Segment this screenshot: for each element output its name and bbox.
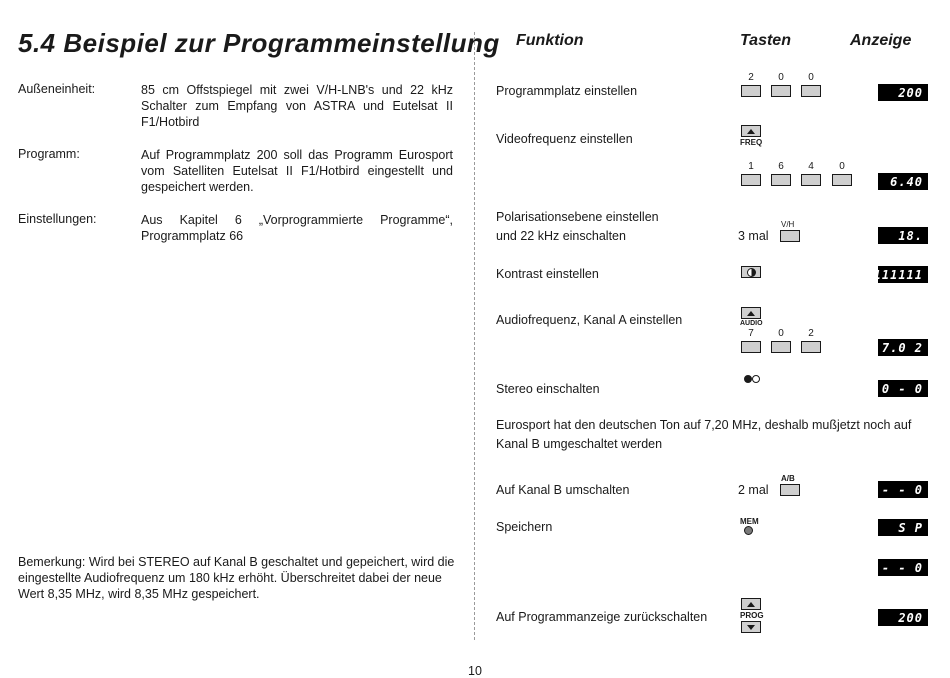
display-readout: 200 <box>878 84 928 101</box>
digit-key <box>741 174 761 186</box>
digit-key <box>801 174 821 186</box>
function-22khz: und 22 kHz einschalten <box>496 229 626 243</box>
vh-key <box>780 230 800 242</box>
display-readout: - - 0 <box>878 559 928 576</box>
display-readout: 111111 <box>878 266 928 283</box>
audio-key-label: AUDIO <box>740 320 763 327</box>
display-readout: 200 <box>878 609 928 626</box>
remark-note: Bemerkung: Wird bei STEREO auf Kanal B geschaltet und gepeichert, wird die eingestellte Audiofrequenz um 180 kHz erhöht. Überschreitet dabei der neue Wert 8,35 MHz, wird 8,35 MHz gespeichert. <box>18 555 455 601</box>
page-number: 10 <box>468 664 482 678</box>
function-video-frequency: Videofrequenz einstellen <box>496 132 633 146</box>
function-store: Speichern <box>496 520 553 534</box>
up-arrow-icon <box>747 311 755 316</box>
function-stereo: Stereo einschalten <box>496 382 600 396</box>
key-digit-label: 2 <box>748 72 754 83</box>
display-readout: - - 0 <box>878 481 928 498</box>
function-program-display: Auf Programmanzeige zurückschalten <box>496 610 708 624</box>
header-display: Anzeige <box>850 32 912 49</box>
up-arrow-key <box>741 598 761 610</box>
display-readout: 7.0 2 <box>878 339 928 356</box>
ab-key <box>780 484 800 496</box>
press-count: 2 mal <box>738 483 769 497</box>
label-settings: Einstellungen: <box>18 212 97 226</box>
key-digit-label: 0 <box>808 72 814 83</box>
function-contrast: Kontrast einstellen <box>496 267 599 281</box>
down-arrow-icon <box>747 625 755 630</box>
ab-key-label: A/B <box>781 474 795 483</box>
contrast-icon <box>747 268 756 277</box>
label-outdoor-unit: Außeneinheit: <box>18 82 96 96</box>
digit-key <box>801 341 821 353</box>
up-arrow-icon <box>747 602 755 607</box>
instruction-paragraph: Eurosport hat den deutschen Ton auf 7,20 MHz, deshalb mußjetzt noch auf Kanal B umgeschaltet werden <box>496 418 912 451</box>
display-readout: 6.40 <box>878 173 928 190</box>
key-digit-label: 0 <box>778 72 784 83</box>
text-program: Auf Programmplatz 200 soll das Programm Eurosport vom Satelliten Eutelsat II F1/Hotbird eingestellt und gespeichert werden. <box>141 148 453 194</box>
display-readout: S P <box>878 519 928 536</box>
column-divider <box>474 32 475 640</box>
digit-key <box>741 85 761 97</box>
digit-key <box>771 174 791 186</box>
contrast-key <box>741 266 761 278</box>
display-readout: 0 - 0 <box>878 380 928 397</box>
text-settings: Aus Kapitel 6 „Vorprogrammierte Programme“, Programmplatz 66 <box>141 213 453 243</box>
digit-key <box>771 85 791 97</box>
digit-key <box>771 341 791 353</box>
vh-key-label: V/H <box>781 220 795 229</box>
key-digit-label: 0 <box>839 161 845 172</box>
function-channel-b: Auf Kanal B umschalten <box>496 483 630 497</box>
press-count: 3 mal <box>738 229 769 243</box>
key-digit-label: 1 <box>748 161 754 172</box>
function-polarization: Polarisationsebene einstellen <box>496 210 659 224</box>
freq-key-label: FREQ <box>740 138 763 147</box>
key-digit-label: 0 <box>778 328 784 339</box>
label-program: Programm: <box>18 147 80 161</box>
key-digit-label: 4 <box>808 161 814 172</box>
up-arrow-key <box>741 307 761 319</box>
digit-key <box>801 85 821 97</box>
text-outdoor-unit: 85 cm Offstspiegel mit zwei V/H-LNB's und 22 kHz Schalter zum Empfang von ASTRA und Eutelsat II F1/Hotbird <box>141 83 453 129</box>
page-title: 5.4 Beispiel zur Programmeinstellung <box>18 28 500 58</box>
mem-key-label: MEM <box>740 517 759 526</box>
mem-button-icon <box>744 526 753 535</box>
stereo-icon <box>744 375 760 383</box>
key-digit-label: 6 <box>778 161 784 172</box>
prog-key-label: PROG <box>740 611 764 620</box>
function-program-slot: Programmplatz einstellen <box>496 84 638 98</box>
up-arrow-icon <box>747 129 755 134</box>
digit-key <box>832 174 852 186</box>
digit-key <box>741 341 761 353</box>
up-arrow-key <box>741 125 761 137</box>
key-digit-label: 7 <box>748 328 754 339</box>
function-audio-frequency: Audiofrequenz, Kanal A einstellen <box>496 313 683 327</box>
key-digit-label: 2 <box>808 328 814 339</box>
down-arrow-key <box>741 621 761 633</box>
display-readout: 18. <box>878 227 928 244</box>
header-keys: Tasten <box>740 32 791 49</box>
header-function: Funktion <box>516 32 584 49</box>
